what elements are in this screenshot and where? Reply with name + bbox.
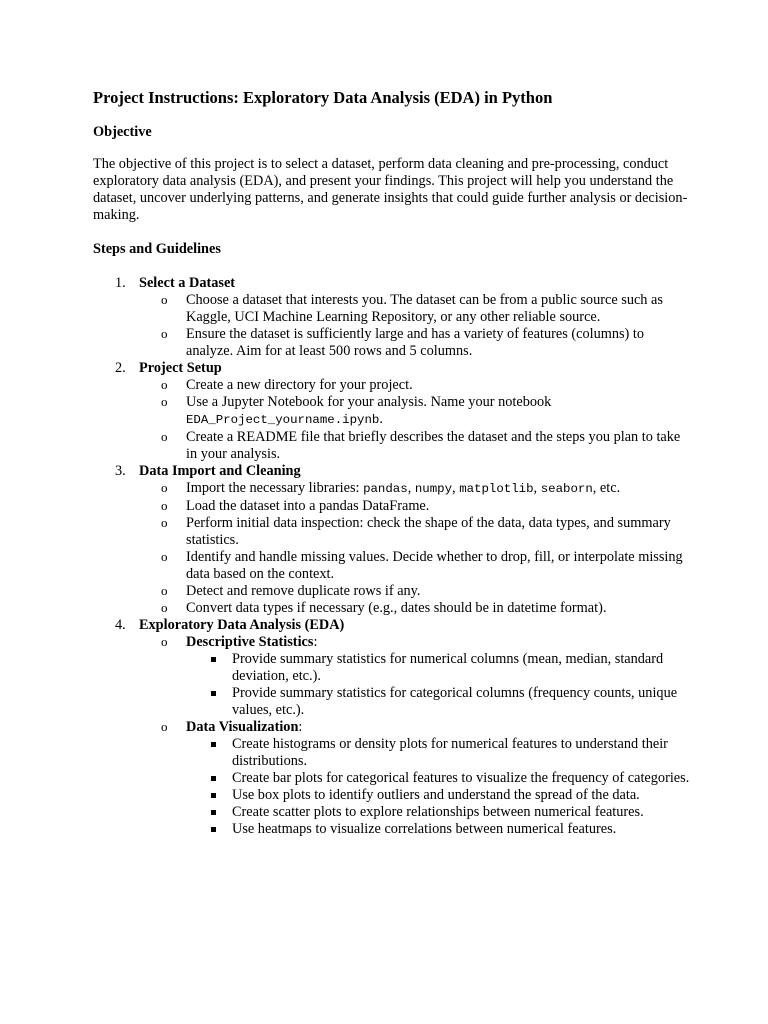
list-item	[139, 326, 693, 360]
square-bullet-icon	[211, 810, 216, 815]
list-item-text: Create bar plots for categorical features to visualize the frequency of categories.	[232, 770, 690, 786]
step-sublist	[139, 634, 693, 838]
group-label-suffix: :	[313, 634, 318, 650]
list-item	[186, 804, 693, 821]
list-item	[186, 821, 693, 838]
steps-list	[93, 275, 693, 838]
library-name: pandas	[363, 482, 408, 496]
separator: ,	[533, 480, 541, 496]
circle-bullet-icon: o	[161, 429, 168, 444]
list-item	[139, 600, 693, 617]
list-item	[139, 498, 693, 515]
list-item-text: Perform initial data inspection: check the shape of the data, data types, and summary statistics.	[186, 515, 671, 548]
list-item	[186, 770, 693, 787]
separator: ,	[452, 480, 460, 496]
group-label: Descriptive Statistics	[186, 634, 314, 650]
step-sublist	[139, 292, 693, 360]
list-item	[139, 377, 693, 394]
list-item-text: Provide summary statistics for categorical columns (frequency counts, unique values, etc.).	[232, 685, 678, 718]
list-item	[139, 719, 693, 838]
list-item-text: Use box plots to identify outliers and understand the spread of the data.	[232, 787, 640, 803]
list-item-text: Detect and remove duplicate rows if any.	[186, 583, 421, 599]
circle-bullet-icon: o	[161, 292, 168, 307]
list-item	[139, 394, 693, 429]
page-title: Project Instructions: Exploratory Data Analysis (EDA) in Python	[93, 88, 553, 107]
square-bullet-icon	[211, 827, 216, 832]
list-item-text: , etc.	[592, 480, 621, 496]
list-item-text: Create a new directory for your project.	[186, 377, 413, 393]
step-sublist	[139, 480, 693, 617]
step-item	[93, 617, 693, 838]
list-item-text: Use a Jupyter Notebook for your analysis. Name your notebook	[186, 394, 552, 410]
nested-sublist	[186, 651, 693, 719]
list-item	[139, 583, 693, 600]
step-number: 2.	[115, 360, 126, 376]
square-bullet-icon	[211, 793, 216, 798]
square-bullet-icon	[211, 657, 216, 662]
list-item-text: Create scatter plots to explore relationships between numerical features.	[232, 804, 644, 820]
list-item	[186, 736, 693, 770]
steps-heading: Steps and Guidelines	[93, 241, 221, 257]
step-item	[93, 275, 693, 360]
objective-paragraph: The objective of this project is to select a dataset, perform data cleaning and pre-processing, conduct exploratory data analysis (EDA), and present your findings. This project will help you understand the dataset, uncover underlying patterns, and generate insights that could guide further analysis or decision-making.	[93, 156, 688, 223]
step-item	[93, 360, 693, 463]
list-item-text: Convert data types if necessary (e.g., dates should be in datetime format).	[186, 600, 607, 616]
list-item-text: Ensure the dataset is sufficiently large and has a variety of features (columns) to analyze. Aim for at least 500 rows and 5 columns.	[186, 326, 645, 359]
step-number: 1.	[115, 275, 126, 291]
circle-bullet-icon: o	[161, 600, 168, 615]
circle-bullet-icon: o	[161, 498, 168, 513]
circle-bullet-icon: o	[161, 377, 168, 392]
list-item-text: .	[379, 411, 383, 427]
step-title: Exploratory Data Analysis (EDA)	[139, 617, 345, 633]
list-item	[186, 651, 693, 685]
separator: ,	[407, 480, 415, 496]
nested-sublist	[186, 736, 693, 838]
circle-bullet-icon: o	[161, 634, 168, 649]
step-title: Select a Dataset	[139, 275, 236, 291]
circle-bullet-icon: o	[161, 719, 168, 734]
objective-heading: Objective	[93, 124, 152, 140]
circle-bullet-icon: o	[161, 515, 168, 530]
list-item	[186, 787, 693, 804]
library-name: numpy	[414, 482, 453, 496]
list-item-text: Import the necessary libraries:	[186, 480, 364, 496]
list-item-text: Use heatmaps to visualize correlations between numerical features.	[232, 821, 617, 837]
list-item-text: Provide summary statistics for numerical columns (mean, median, standard deviation, etc.).	[232, 651, 664, 684]
list-item	[139, 515, 693, 549]
list-item-text: Create histograms or density plots for numerical features to understand their distributions.	[232, 736, 668, 769]
step-number: 3.	[115, 463, 126, 479]
list-item	[139, 292, 693, 326]
list-item-text: Create a README file that briefly describes the dataset and the steps you plan to take in your analysis.	[186, 429, 681, 462]
step-item	[93, 463, 693, 617]
group-label: Data Visualization	[186, 719, 299, 735]
list-item	[139, 429, 693, 463]
square-bullet-icon	[211, 776, 216, 781]
list-item-text: Load the dataset into a pandas DataFrame.	[186, 498, 430, 514]
step-title: Project Setup	[139, 360, 222, 376]
list-item	[139, 480, 693, 498]
step-title: Data Import and Cleaning	[139, 463, 301, 479]
list-item-text: Choose a dataset that interests you. The dataset can be from a public source such as Kaggle, UCI Machine Learning Repository, or any other reliable source.	[186, 292, 663, 325]
document-page	[93, 88, 693, 838]
step-number: 4.	[115, 617, 126, 633]
circle-bullet-icon: o	[161, 583, 168, 598]
notebook-filename: EDA_Project_yourname.ipynb	[186, 413, 380, 427]
list-item-text: Identify and handle missing values. Decide whether to drop, fill, or interpolate missing data based on the context.	[186, 549, 683, 582]
square-bullet-icon	[211, 742, 216, 747]
group-label-suffix: :	[298, 719, 303, 735]
circle-bullet-icon: o	[161, 480, 168, 495]
circle-bullet-icon: o	[161, 549, 168, 564]
square-bullet-icon	[211, 691, 216, 696]
list-item	[139, 634, 693, 719]
circle-bullet-icon: o	[161, 326, 168, 341]
circle-bullet-icon: o	[161, 394, 168, 409]
step-sublist	[139, 377, 693, 463]
list-item	[186, 685, 693, 719]
library-name: matplotlib	[459, 482, 534, 496]
library-name: seaborn	[540, 482, 593, 496]
list-item	[139, 549, 693, 583]
